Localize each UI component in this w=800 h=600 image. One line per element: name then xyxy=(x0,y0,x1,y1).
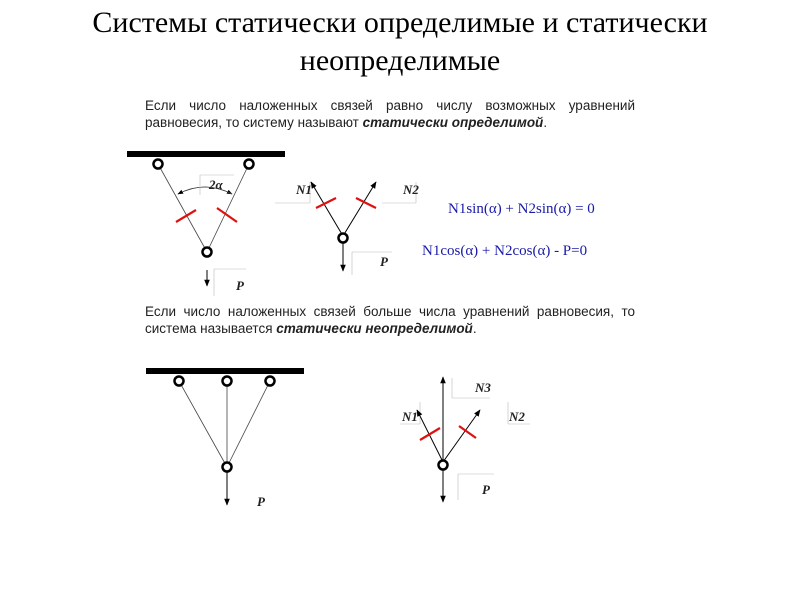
rod-left-1 xyxy=(158,164,207,252)
hinge-middle-2 xyxy=(223,377,232,386)
ceiling-support-1 xyxy=(127,151,285,157)
node-3 xyxy=(223,463,232,472)
force-label-n2-a: N2 xyxy=(403,182,419,197)
angle-label: 2α xyxy=(209,177,223,192)
hinge-left-1 xyxy=(154,160,163,169)
force-label-p-b: P xyxy=(482,482,490,497)
paragraph-2-emphasis: статически неопределимой xyxy=(276,321,473,336)
paragraph-2-text: Если число наложенных связей больше числа уравнений равновесия, то система называется xyxy=(145,304,635,336)
paragraph-1-emphasis: статически определимой xyxy=(362,115,544,130)
indeterminate-system-diagram xyxy=(146,368,304,509)
force-n1-arrow-a xyxy=(311,182,343,236)
rod-left-2 xyxy=(179,381,227,467)
hinge-right-1 xyxy=(245,160,254,169)
force-label-n1-b: N1 xyxy=(402,409,418,424)
title-line-2: неопределимые xyxy=(299,44,501,77)
load-label-2: P xyxy=(257,494,265,509)
hinge-left-2 xyxy=(175,377,184,386)
equation-1: N1sin(α) + N2sin(α) = 0 xyxy=(448,201,595,217)
equation-2: N1cos(α) + N2cos(α) - P=0 xyxy=(422,243,588,259)
paragraph-2-end: . xyxy=(472,321,477,336)
cut-mark-left-3 xyxy=(420,428,440,440)
node-1 xyxy=(203,248,212,257)
force-label-n1-a: N1 xyxy=(296,182,312,197)
hinge-right-2 xyxy=(266,377,275,386)
cut-mark-right-2 xyxy=(356,198,376,208)
force-n2-arrow-a xyxy=(343,182,376,236)
node-2 xyxy=(339,234,348,243)
node-4 xyxy=(439,461,448,470)
paragraph-1-text: Если число наложенных связей равно числу возможных уравнений равновесия, то систему называют xyxy=(145,98,635,130)
title-line-1: Системы статически определимые и статически xyxy=(92,6,708,39)
cut-mark-left-1 xyxy=(176,210,196,222)
force-diagram-1 xyxy=(275,182,419,275)
force-diagram-2 xyxy=(400,377,530,502)
force-label-p-a: P xyxy=(380,254,388,269)
load-label-1: P xyxy=(236,278,244,293)
rod-right-2 xyxy=(227,381,270,467)
paragraph-1-end: . xyxy=(543,115,548,130)
force-label-n2-b: N2 xyxy=(509,409,525,424)
force-label-n3: N3 xyxy=(475,380,491,395)
force-n1-arrow-b xyxy=(417,410,443,462)
determinate-system-diagram xyxy=(127,151,285,296)
ceiling-support-2 xyxy=(146,368,304,374)
